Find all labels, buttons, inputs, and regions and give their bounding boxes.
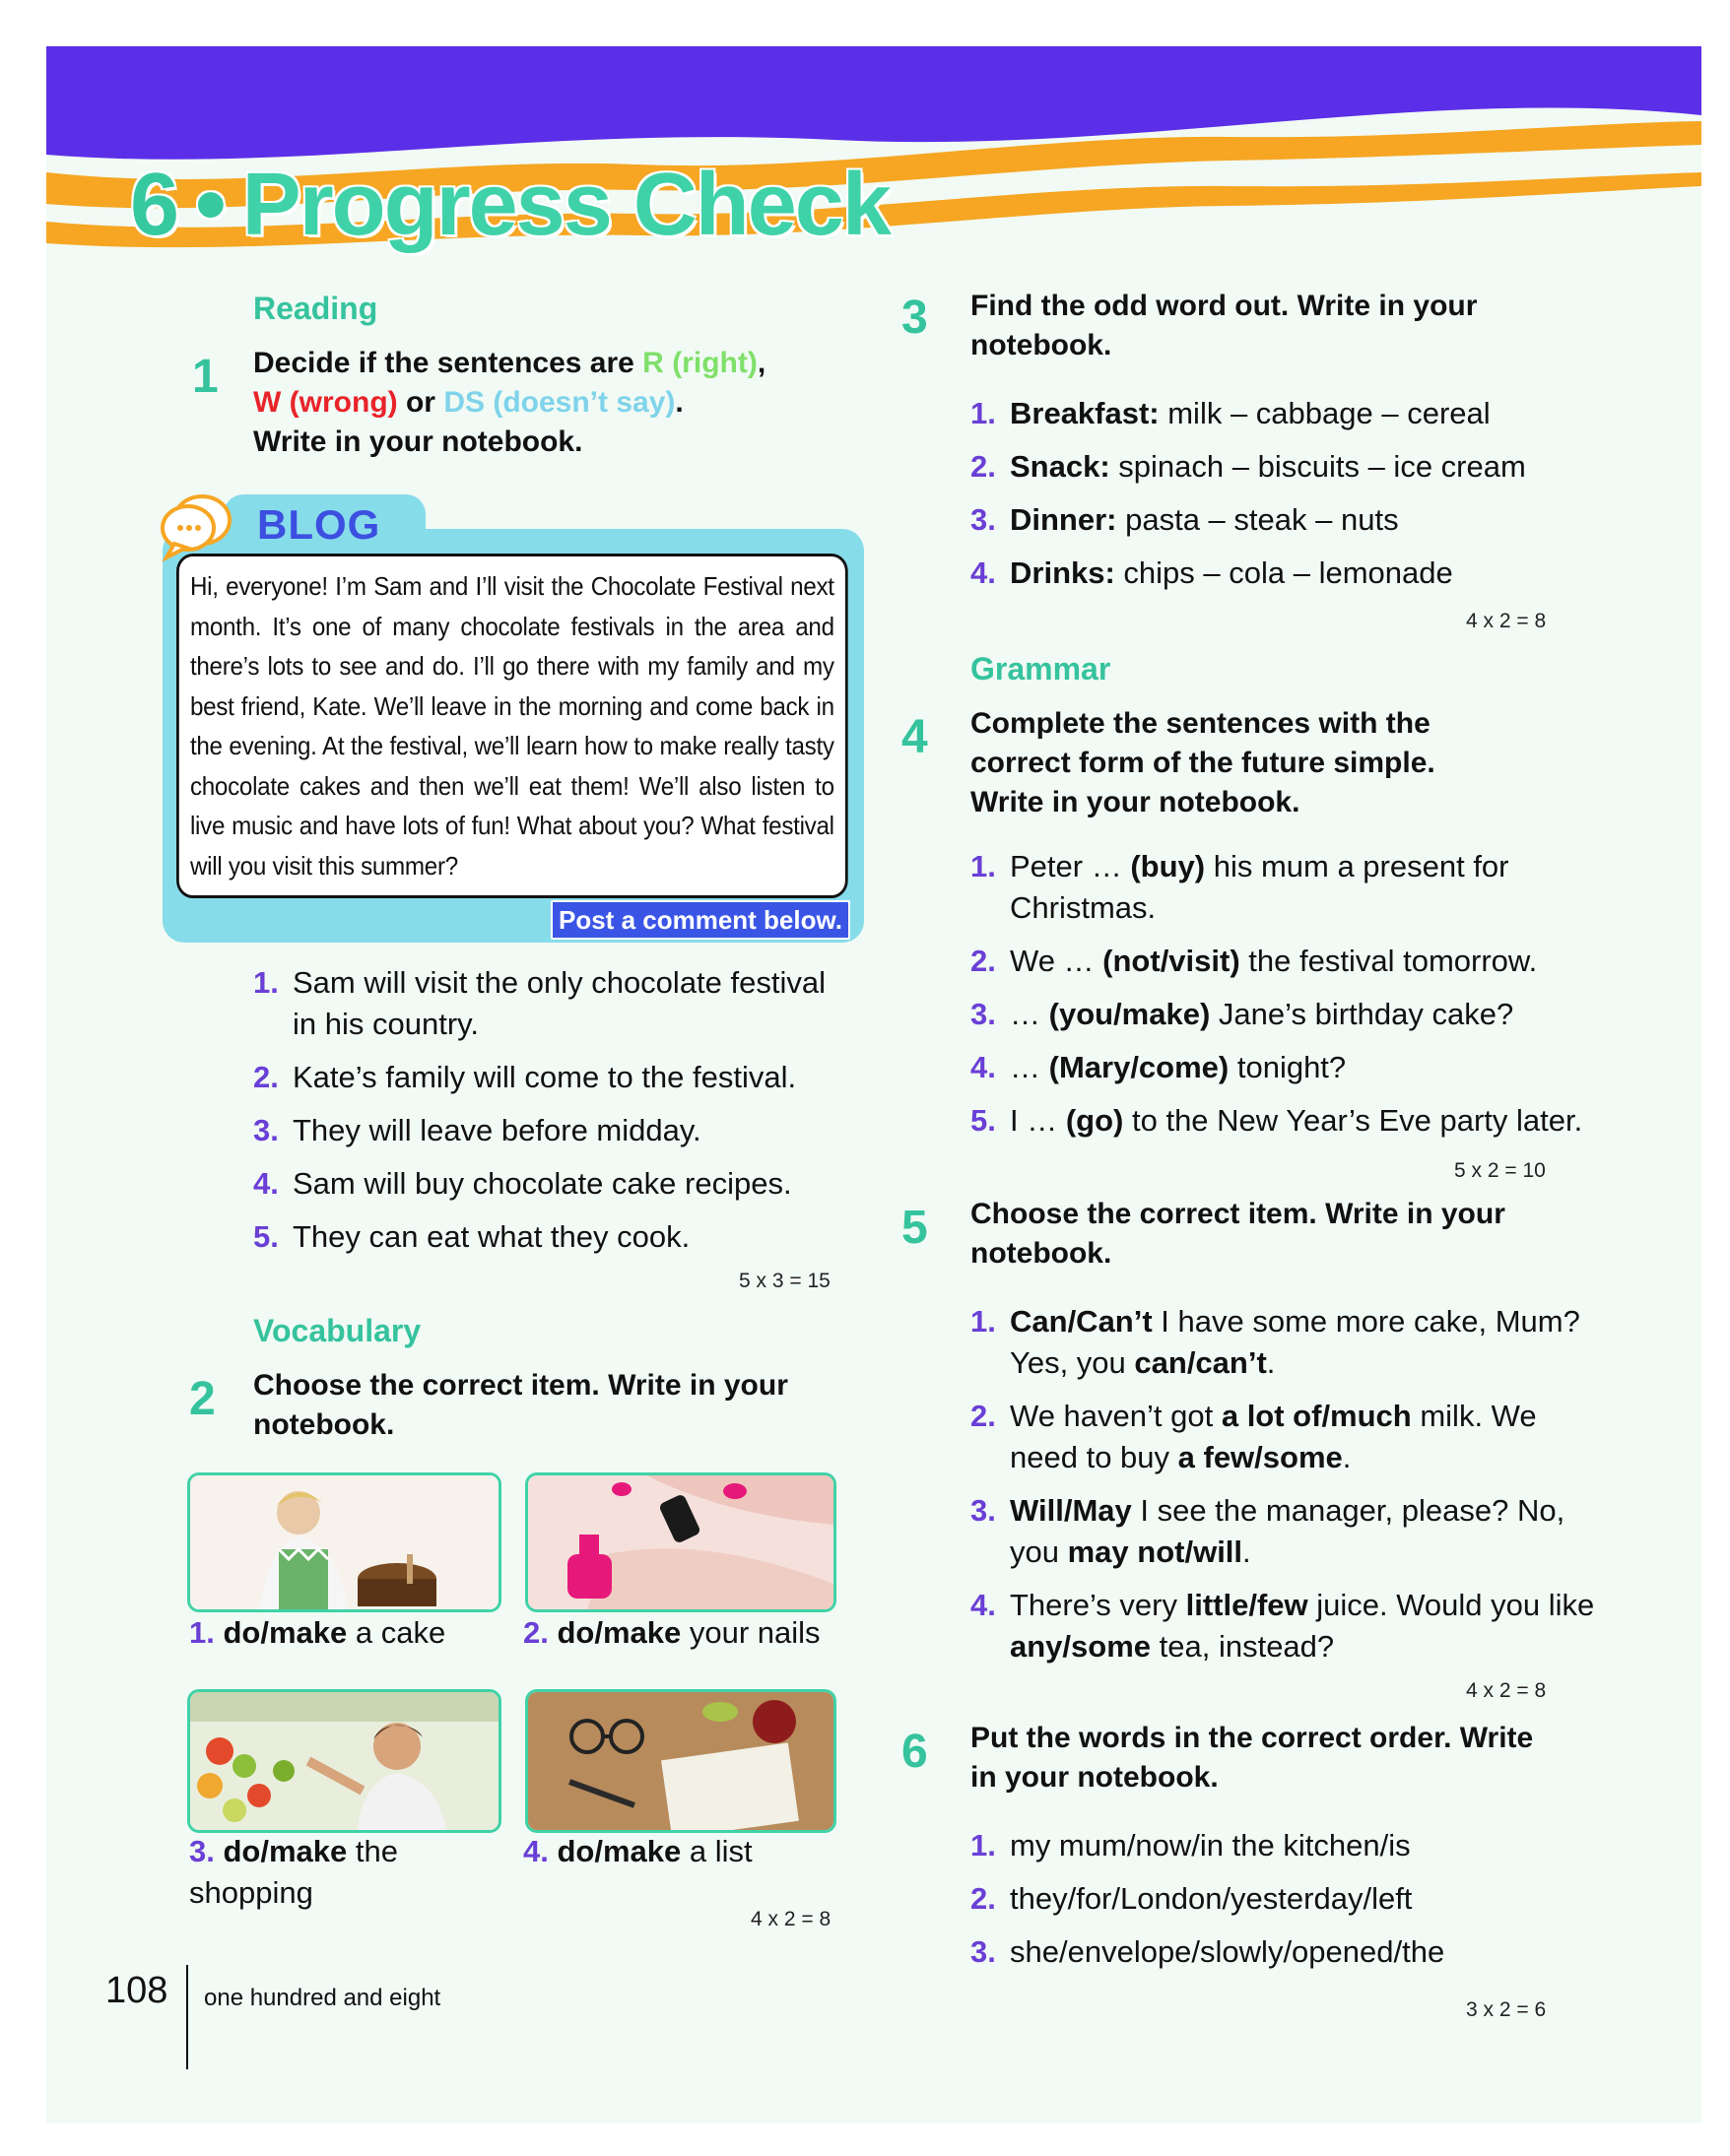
item-text: they/for/London/yesterday/left — [1010, 1881, 1413, 1916]
instr-text: Decide if the sentences are — [253, 347, 643, 379]
exercise-6-instructions: Put the words in the correct order. Write in your notebook. — [970, 1722, 1534, 1794]
exercise-5-list — [970, 1301, 1601, 1679]
item-choice: do/make — [557, 1615, 682, 1650]
item-number: 2. — [523, 1615, 549, 1650]
page-title — [130, 155, 890, 256]
exercise-4-number: 4 — [901, 711, 928, 763]
vocab-item-1 — [189, 1612, 504, 1654]
vocab-item-4 — [523, 1831, 838, 1872]
item-number: 4. — [970, 555, 996, 590]
item-choice: a lot of/much — [1221, 1399, 1412, 1433]
list-item — [970, 1585, 1601, 1667]
exercise-3-instructions: Find the odd word out. Write in your notebook. — [970, 290, 1478, 361]
blog-post-text: Hi, everyone! I’m Sam and I’ll visit the Chocolate Festival next month. It’s one of many chocolate festivals in the area and there’s lots to see and do. I’ll go there with my family and my best friend, Kate. We’ll leave in the morning and come back in the evening. At the festival, we’ll learn how to make really tasty chocolate cakes and then we’ll eat them! We’ll also listen to live music and have lots of fun! What about you? What festival will you visit this summer? — [176, 554, 848, 898]
exercise-3-number: 3 — [901, 292, 928, 344]
list-item — [970, 1047, 1601, 1088]
post-comment-button[interactable]: Post a comment below. — [551, 900, 850, 940]
exercise-1-list — [253, 962, 844, 1270]
item-number: 4. — [970, 1588, 996, 1622]
item-prefix: Peter … — [1010, 849, 1131, 883]
item-number: 3. — [253, 1113, 279, 1147]
exercise-3-score: 4 x 2 = 8 — [1466, 610, 1547, 632]
item-text: the festival tomorrow. — [1239, 944, 1538, 978]
exercise-2-instructions: Choose the correct item. Write in your notebook. — [253, 1369, 788, 1441]
instr-notebook: Write in your notebook. — [970, 786, 1300, 818]
section-reading: Reading — [253, 291, 378, 326]
item-number: 4. — [253, 1166, 279, 1201]
instr-text: Complete the sentences with the correct form of the future simple. — [970, 707, 1435, 779]
item-text: milk – cabbage – cereal — [1159, 396, 1491, 430]
exercise-6-score: 3 x 2 = 6 — [1466, 1998, 1547, 2021]
footer-divider — [186, 1965, 188, 2069]
page-number-words: one hundred and eight — [204, 1985, 441, 2011]
item-number: 3. — [970, 1493, 996, 1528]
exercise-5-instructions: Choose the correct item. Write in your notebook. — [970, 1198, 1505, 1270]
item-verb: (buy) — [1130, 849, 1206, 883]
item-text: I see the manager, please? No, you — [1010, 1493, 1565, 1569]
item-category: Breakfast: — [1010, 396, 1160, 430]
blog-label: BLOG — [257, 501, 381, 548]
w-code: W — [253, 386, 282, 419]
item-prefix: … — [1010, 997, 1049, 1031]
item-text: a cake — [347, 1615, 446, 1650]
list-item — [970, 1490, 1601, 1573]
exercise-5-number: 5 — [901, 1202, 928, 1254]
item-category: Drinks: — [1010, 555, 1115, 590]
item-number: 3. — [970, 997, 996, 1031]
cake-photo — [187, 1472, 501, 1612]
exercise-6-list — [970, 1825, 1601, 1985]
list-item — [970, 846, 1601, 929]
instr-period: . — [675, 386, 684, 419]
item-number: 1. — [970, 849, 996, 883]
list-item — [970, 1301, 1601, 1384]
item-text: . — [1242, 1535, 1251, 1569]
item-verb: (go) — [1065, 1103, 1124, 1138]
item-verb: (not/visit) — [1102, 944, 1240, 978]
item-text: my mum/now/in the kitchen/is — [1010, 1828, 1411, 1862]
item-choice: any/some — [1010, 1629, 1152, 1664]
item-text: tea, instead? — [1151, 1629, 1335, 1664]
item-number: 3. — [189, 1834, 215, 1868]
r-meaning: (right) — [672, 347, 758, 379]
list-item — [970, 1396, 1601, 1478]
item-text: Jane’s birthday cake? — [1210, 997, 1514, 1031]
exercise-5-score: 4 x 2 = 8 — [1466, 1679, 1547, 1702]
header-banner — [46, 46, 1701, 293]
list-item — [970, 499, 1601, 541]
item-choice: do/make — [223, 1615, 348, 1650]
item-verb: (you/make) — [1048, 997, 1211, 1031]
instr-or: or — [397, 386, 444, 419]
item-category: Snack: — [1010, 449, 1110, 484]
item-choice: may not/will — [1067, 1535, 1243, 1569]
item-text: his mum a present for Christmas. — [1010, 849, 1509, 925]
list-item — [253, 1163, 844, 1205]
item-text: . — [1266, 1345, 1276, 1380]
item-text: pasta – steak – nuts — [1116, 502, 1399, 537]
list-item — [970, 446, 1601, 488]
exercise-1-instructions — [253, 344, 805, 462]
item-prefix: We … — [1010, 944, 1103, 978]
ds-meaning: (doesn’t say) — [493, 386, 676, 419]
item-choice: Will/May — [1010, 1493, 1132, 1528]
item-number: 2. — [253, 1060, 279, 1094]
exercise-4-score: 5 x 2 = 10 — [1454, 1159, 1546, 1182]
instr-notebook: Write in your notebook. — [253, 425, 583, 458]
vocab-item-3 — [189, 1831, 485, 1914]
item-number: 1. — [970, 1828, 996, 1862]
shopping-photo — [187, 1689, 501, 1833]
item-choice: Can/Can’t — [1010, 1304, 1153, 1339]
list-item — [970, 1825, 1601, 1866]
item-text: a list — [681, 1834, 753, 1868]
item-number: 1. — [970, 1304, 996, 1339]
r-code: R — [642, 347, 664, 379]
list-item — [970, 1878, 1601, 1920]
item-choice: do/make — [557, 1834, 682, 1868]
title-text: Progress Check — [241, 156, 890, 254]
exercise-4-instructions — [970, 704, 1522, 822]
instr-comma: , — [757, 347, 766, 379]
item-number: 4. — [970, 1050, 996, 1084]
w-meaning: (wrong) — [289, 386, 398, 419]
item-text: . — [1342, 1440, 1352, 1474]
item-choice: can/can’t — [1134, 1345, 1267, 1380]
exercise-1-number: 1 — [192, 351, 219, 403]
item-text: she/envelope/slowly/opened/the — [1010, 1934, 1445, 1969]
list-item — [970, 1100, 1601, 1142]
item-choice: a few/some — [1177, 1440, 1343, 1474]
exercise-2-number: 2 — [189, 1373, 216, 1425]
item-choice: little/few — [1185, 1588, 1308, 1622]
exercise-2-score: 4 x 2 = 8 — [751, 1908, 832, 1930]
item-prefix: … — [1010, 1050, 1049, 1084]
item-verb: (Mary/come) — [1048, 1050, 1230, 1084]
item-number: 3. — [970, 1934, 996, 1969]
item-number: 5. — [970, 1103, 996, 1138]
vocab-item-2 — [523, 1612, 838, 1654]
item-text: tonight? — [1229, 1050, 1347, 1084]
list-item — [253, 962, 844, 1045]
item-prefix: I … — [1010, 1103, 1066, 1138]
item-text: chips – cola – lemonade — [1114, 555, 1453, 590]
item-text: Sam will buy chocolate cake recipes. — [293, 1166, 792, 1201]
nails-photo — [525, 1472, 836, 1612]
item-text: your nails — [681, 1615, 821, 1650]
item-number: 2. — [970, 1881, 996, 1916]
list-item — [970, 994, 1601, 1035]
ds-code: DS — [443, 386, 485, 419]
page-number: 108 — [105, 1970, 168, 2011]
item-number: 4. — [523, 1834, 549, 1868]
item-number: 2. — [970, 944, 996, 978]
section-grammar: Grammar — [970, 651, 1111, 686]
item-number: 3. — [970, 502, 996, 537]
item-number: 2. — [970, 1399, 996, 1433]
item-text: the shopping — [189, 1834, 398, 1910]
title-bullet: • — [195, 156, 225, 254]
item-number: 1. — [189, 1615, 215, 1650]
section-vocabulary: Vocabulary — [253, 1313, 422, 1348]
item-text: There’s very — [1010, 1588, 1186, 1622]
item-text: They can eat what they cook. — [293, 1219, 691, 1254]
list-item — [970, 393, 1601, 434]
item-text: juice. Would you like — [1307, 1588, 1595, 1622]
item-category: Dinner: — [1010, 502, 1117, 537]
exercise-3-list — [970, 393, 1601, 606]
item-number: 1. — [253, 965, 279, 1000]
list-item — [253, 1216, 844, 1258]
item-number: 2. — [970, 449, 996, 484]
item-text: milk. We need to buy — [1010, 1399, 1537, 1474]
item-text: Sam will visit the only chocolate festival in his country. — [293, 965, 827, 1041]
item-choice: do/make — [223, 1834, 348, 1868]
item-text: Kate’s family will come to the festival. — [293, 1060, 797, 1094]
item-text: I have some more cake, Mum? Yes, you — [1010, 1304, 1580, 1380]
item-number: 1. — [970, 396, 996, 430]
exercise-1-score: 5 x 3 = 15 — [739, 1270, 831, 1292]
list-item — [970, 1931, 1601, 1973]
item-text: to the New Year’s Eve party later. — [1123, 1103, 1583, 1138]
list-photo — [525, 1689, 836, 1833]
item-text: spinach – biscuits – ice cream — [1109, 449, 1526, 484]
list-item — [970, 553, 1601, 594]
list-item — [253, 1057, 844, 1098]
list-item — [970, 941, 1601, 982]
exercise-4-list — [970, 846, 1601, 1153]
item-number: 5. — [253, 1219, 279, 1254]
list-item — [253, 1110, 844, 1151]
exercise-6-number: 6 — [901, 1726, 928, 1778]
item-text: We haven’t got — [1010, 1399, 1222, 1433]
unit-number: 6 — [130, 156, 178, 254]
page — [46, 46, 1701, 2123]
item-text: They will leave before midday. — [293, 1113, 701, 1147]
